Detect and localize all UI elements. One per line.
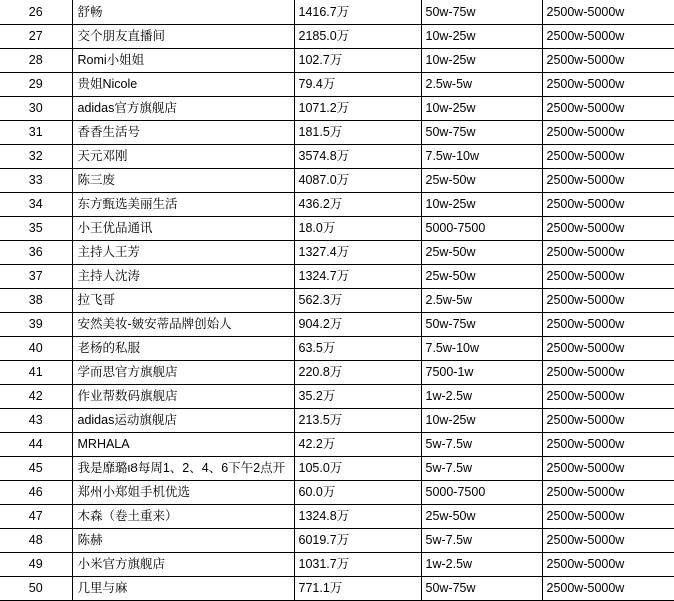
table-row [0, 553, 674, 577]
table-row [0, 73, 674, 97]
anchor-name-cell: 交个朋友直播间 [72, 25, 294, 49]
price-range-cell: 25w-50w [421, 505, 542, 529]
fans-count-cell: 1327.4万 [294, 241, 421, 265]
fans-count-cell: 79.4万 [294, 73, 421, 97]
gmv-range-cell: 2500w-5000w [542, 385, 674, 409]
table-row [0, 457, 674, 481]
price-range-cell: 5w-7.5w [421, 457, 542, 481]
table-row [0, 193, 674, 217]
fans-count-cell: 1071.2万 [294, 97, 421, 121]
rank-cell: 35 [0, 217, 72, 241]
fans-count-cell: 1416.7万 [294, 0, 421, 25]
anchor-name-cell: Romi小姐姐 [72, 49, 294, 73]
gmv-range-cell: 2500w-5000w [542, 121, 674, 145]
rank-cell: 28 [0, 49, 72, 73]
table-row [0, 409, 674, 433]
rank-cell: 44 [0, 433, 72, 457]
fans-count-cell: 3574.8万 [294, 145, 421, 169]
fans-count-cell: 35.2万 [294, 385, 421, 409]
fans-count-cell: 2185.0万 [294, 25, 421, 49]
fans-count-cell: 562.3万 [294, 289, 421, 313]
gmv-range-cell: 2500w-5000w [542, 409, 674, 433]
price-range-cell: 50w-75w [421, 313, 542, 337]
anchor-name-cell: 小米官方旗舰店 [72, 553, 294, 577]
anchor-name-cell: adidas运动旗舰店 [72, 409, 294, 433]
fans-count-cell: 102.7万 [294, 49, 421, 73]
price-range-cell: 7.5w-10w [421, 337, 542, 361]
price-range-cell: 25w-50w [421, 169, 542, 193]
anchor-name-cell: 香香生活号 [72, 121, 294, 145]
gmv-range-cell: 2500w-5000w [542, 313, 674, 337]
table-row [0, 217, 674, 241]
table-row [0, 25, 674, 49]
rank-cell: 38 [0, 289, 72, 313]
fans-count-cell: 63.5万 [294, 337, 421, 361]
rank-cell: 36 [0, 241, 72, 265]
price-range-cell: 1w-2.5w [421, 385, 542, 409]
table-row [0, 577, 674, 601]
anchor-name-cell: 木森（卷土重来） [72, 505, 294, 529]
rank-cell: 43 [0, 409, 72, 433]
rank-cell: 40 [0, 337, 72, 361]
fans-count-cell: 436.2万 [294, 193, 421, 217]
gmv-range-cell: 2500w-5000w [542, 577, 674, 601]
table-row [0, 361, 674, 385]
price-range-cell: 25w-50w [421, 241, 542, 265]
table-row [0, 121, 674, 145]
table-row [0, 145, 674, 169]
table-row [0, 265, 674, 289]
price-range-cell: 10w-25w [421, 49, 542, 73]
fans-count-cell: 220.8万 [294, 361, 421, 385]
gmv-range-cell: 2500w-5000w [542, 217, 674, 241]
gmv-range-cell: 2500w-5000w [542, 49, 674, 73]
rank-cell: 50 [0, 577, 72, 601]
fans-count-cell: 1031.7万 [294, 553, 421, 577]
anchor-name-cell: adidas官方旗舰店 [72, 97, 294, 121]
fans-count-cell: 771.1万 [294, 577, 421, 601]
rank-cell: 31 [0, 121, 72, 145]
price-range-cell: 10w-25w [421, 97, 542, 121]
rank-cell: 26 [0, 0, 72, 25]
gmv-range-cell: 2500w-5000w [542, 529, 674, 553]
fans-count-cell: 105.0万 [294, 457, 421, 481]
fans-count-cell: 181.5万 [294, 121, 421, 145]
price-range-cell: 7.5w-10w [421, 145, 542, 169]
anchor-name-cell: 陈赫 [72, 529, 294, 553]
fans-count-cell: 213.5万 [294, 409, 421, 433]
rank-cell: 33 [0, 169, 72, 193]
table-row [0, 289, 674, 313]
price-range-cell: 5000-7500 [421, 217, 542, 241]
gmv-range-cell: 2500w-5000w [542, 241, 674, 265]
gmv-range-cell: 2500w-5000w [542, 481, 674, 505]
gmv-range-cell: 2500w-5000w [542, 433, 674, 457]
anchor-name-cell: 贵姐Nicole [72, 73, 294, 97]
gmv-range-cell: 2500w-5000w [542, 289, 674, 313]
rank-cell: 48 [0, 529, 72, 553]
rank-cell: 34 [0, 193, 72, 217]
price-range-cell: 50w-75w [421, 0, 542, 25]
anchor-name-cell: 作业帮数码旗舰店 [72, 385, 294, 409]
table-row [0, 505, 674, 529]
rank-cell: 37 [0, 265, 72, 289]
anchor-name-cell: 学而思官方旗舰店 [72, 361, 294, 385]
anchor-name-cell: 郑州小郑姐手机优选 [72, 481, 294, 505]
price-range-cell: 2.5w-5w [421, 73, 542, 97]
rank-cell: 49 [0, 553, 72, 577]
anchor-name-cell: 拉飞哥 [72, 289, 294, 313]
gmv-range-cell: 2500w-5000w [542, 457, 674, 481]
gmv-range-cell: 2500w-5000w [542, 553, 674, 577]
price-range-cell: 2.5w-5w [421, 289, 542, 313]
gmv-range-cell: 2500w-5000w [542, 193, 674, 217]
rank-cell: 32 [0, 145, 72, 169]
rank-cell: 46 [0, 481, 72, 505]
table-row [0, 313, 674, 337]
gmv-range-cell: 2500w-5000w [542, 25, 674, 49]
rank-cell: 47 [0, 505, 72, 529]
table-row [0, 0, 674, 25]
table-row [0, 481, 674, 505]
price-range-cell: 5w-7.5w [421, 433, 542, 457]
price-range-cell: 25w-50w [421, 265, 542, 289]
rank-cell: 45 [0, 457, 72, 481]
fans-count-cell: 6019.7万 [294, 529, 421, 553]
anchor-name-cell: 我是靡璐ιȢ每周1、2、4、6下午2点开 [72, 457, 294, 481]
table-row [0, 241, 674, 265]
gmv-range-cell: 2500w-5000w [542, 505, 674, 529]
anchor-name-cell: MRHALA [72, 433, 294, 457]
gmv-range-cell: 2500w-5000w [542, 73, 674, 97]
rank-cell: 29 [0, 73, 72, 97]
gmv-range-cell: 2500w-5000w [542, 145, 674, 169]
anchor-name-cell: 东方甄选美丽生活 [72, 193, 294, 217]
gmv-range-cell: 2500w-5000w [542, 169, 674, 193]
price-range-cell: 10w-25w [421, 193, 542, 217]
anchor-name-cell: 老杨的私服 [72, 337, 294, 361]
price-range-cell: 50w-75w [421, 121, 542, 145]
price-range-cell: 7500-1w [421, 361, 542, 385]
rank-cell: 30 [0, 97, 72, 121]
price-range-cell: 50w-75w [421, 577, 542, 601]
price-range-cell: 5w-7.5w [421, 529, 542, 553]
fans-count-cell: 904.2万 [294, 313, 421, 337]
anchor-name-cell: 陈三废 [72, 169, 294, 193]
fans-count-cell: 60.0万 [294, 481, 421, 505]
price-range-cell: 5000-7500 [421, 481, 542, 505]
rank-cell: 27 [0, 25, 72, 49]
gmv-range-cell: 2500w-5000w [542, 265, 674, 289]
table-row [0, 385, 674, 409]
rank-cell: 41 [0, 361, 72, 385]
rank-cell: 42 [0, 385, 72, 409]
anchor-name-cell: 几里与麻 [72, 577, 294, 601]
gmv-range-cell: 2500w-5000w [542, 337, 674, 361]
anchor-name-cell: 小王优品通讯 [72, 217, 294, 241]
table-row [0, 49, 674, 73]
fans-count-cell: 18.0万 [294, 217, 421, 241]
table-row [0, 169, 674, 193]
fans-count-cell: 42.2万 [294, 433, 421, 457]
anchor-name-cell: 安然美妆-皴安蒂品牌创始人 [72, 313, 294, 337]
fans-count-cell: 1324.7万 [294, 265, 421, 289]
gmv-range-cell: 2500w-5000w [542, 361, 674, 385]
anchor-name-cell: 天元邓刚 [72, 145, 294, 169]
price-range-cell: 1w-2.5w [421, 553, 542, 577]
price-range-cell: 10w-25w [421, 25, 542, 49]
table-row [0, 433, 674, 457]
anchor-name-cell: 主持人王芳 [72, 241, 294, 265]
gmv-range-cell: 2500w-5000w [542, 97, 674, 121]
table-row [0, 97, 674, 121]
table-row [0, 337, 674, 361]
fans-count-cell: 4087.0万 [294, 169, 421, 193]
rank-cell: 39 [0, 313, 72, 337]
fans-count-cell: 1324.8万 [294, 505, 421, 529]
table-row [0, 529, 674, 553]
anchor-name-cell: 主持人沈涛 [72, 265, 294, 289]
price-range-cell: 10w-25w [421, 409, 542, 433]
gmv-range-cell: 2500w-5000w [542, 0, 674, 25]
anchor-name-cell: 舒畅 [72, 0, 294, 25]
